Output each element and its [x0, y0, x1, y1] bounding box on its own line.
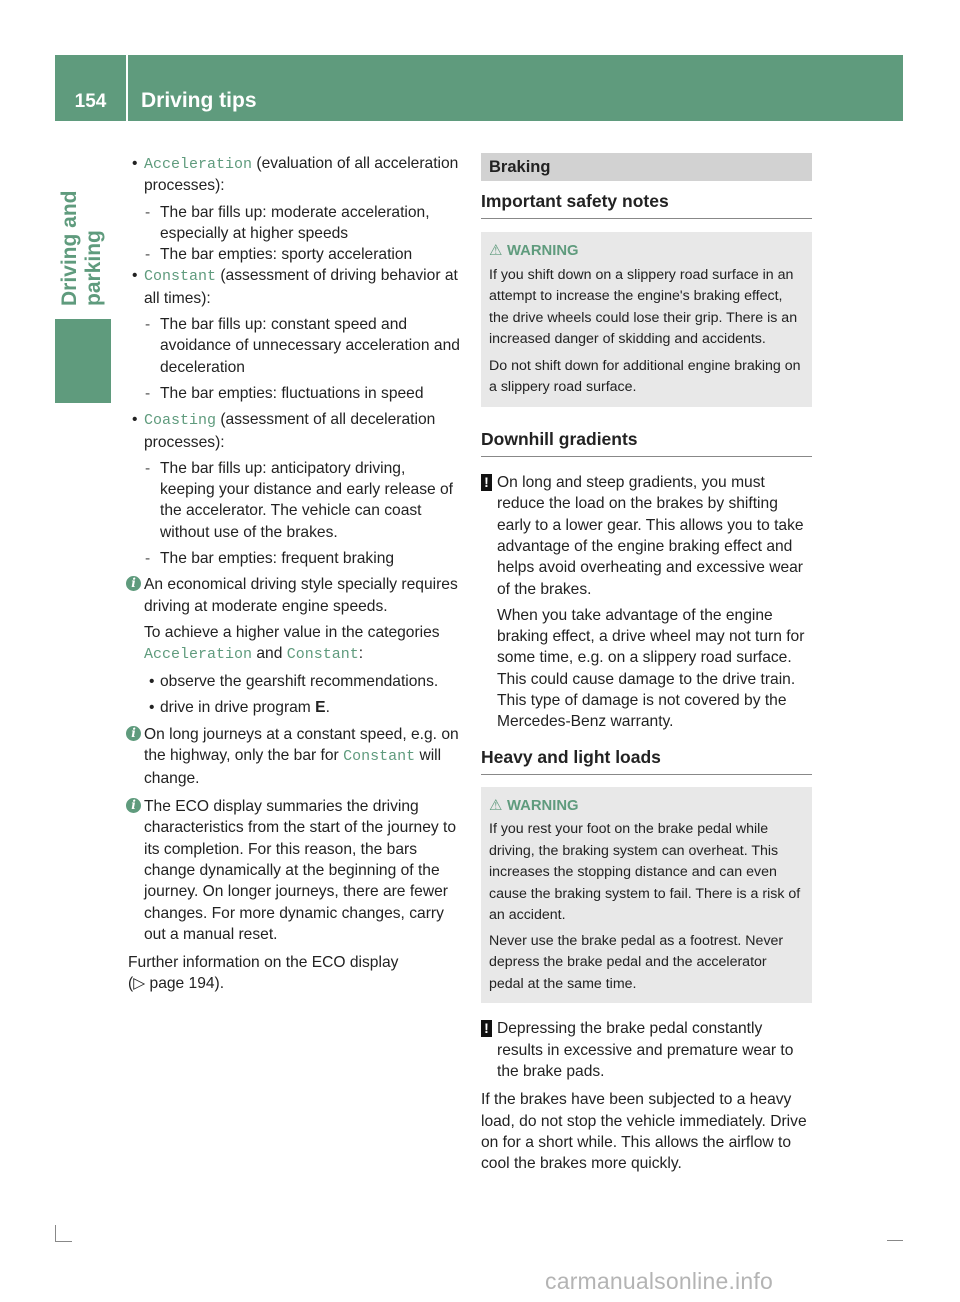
subsection-title: Downhill gradients [481, 429, 812, 457]
display-term-constant: Constant [144, 268, 217, 286]
subsection-title: Important safety notes [481, 191, 812, 219]
caution-text: When you take advantage of the engine braking effect, a drive wheel may not turn for some time, e.g. on a slippery road surface. This could cause damage to the drive train. This type of damage is not covered by the Mercedes-Benz warranty. [497, 606, 805, 731]
right-column [481, 153, 812, 1175]
warning-triangle-icon: ⚠ [489, 243, 503, 260]
subsection-title: Heavy and light loads [481, 747, 812, 775]
info-note [128, 796, 460, 945]
info-text-part: and [256, 645, 283, 663]
warning-text: Do not shift down for additional engine braking on a slippery road surface. [489, 357, 801, 396]
warning-text: If you shift down on a slippery road surface in an attempt to increase the engine's braking effect, the drive wheels could lose their grip. There is an increased danger of skidding and accidents. [489, 266, 798, 348]
display-term-coasting: Coasting [144, 412, 217, 430]
info-text: On long journeys at a constant speed, e.g. on the highway, only the bar for [144, 726, 459, 765]
list-subitem: - The bar fills up: constant speed and avoidance of unnecessary acceleration and deceleration [128, 314, 460, 378]
info-text-part: . [325, 698, 330, 716]
caution-text: On long and steep gradients, you must reduce the load on the brakes by shifting early to a lower gear. This allows you to take advantage of the engine braking effect and helps avoid overheating and excessive wear of the brakes. [497, 474, 804, 598]
warning-label: WARNING [507, 243, 579, 260]
info-note [128, 724, 460, 789]
info-icon: i [126, 798, 141, 813]
info-note [128, 574, 460, 718]
info-text-part: : [358, 645, 364, 663]
page-number: 154 [74, 91, 107, 112]
warning-box [481, 232, 812, 407]
chapter-title: Driving and parking [58, 190, 105, 306]
paragraph: If the brakes have been subjected to a heavy load, do not stop the vehicle immediately. Drive on for a short while. This allows the airflow to cool the brakes more quickly. [481, 1091, 807, 1173]
list-item-constant [128, 265, 460, 309]
caution-note [481, 472, 812, 733]
list-subitem: - The bar fills up: moderate acceleration, especially at higher speeds [128, 202, 460, 245]
info-text: will change. [144, 747, 442, 787]
constant-description: (assessment of driving behavior at all times): [144, 267, 458, 307]
warning-title [489, 796, 804, 818]
watermark: carmanualsonline.info [545, 1268, 773, 1294]
info-text: The ECO display summaries the driving characteristics from the start of the journey to its completion. For this reason, the bars change dynamically at the beginning of the journey. On longer journeys, there are fewer changes. For more dynamic changes, carry out a manual reset. [144, 798, 457, 943]
list-item-coasting [128, 409, 460, 453]
further-info [128, 952, 460, 995]
display-term-constant: Constant [343, 748, 416, 766]
display-term-constant: Constant [286, 646, 359, 664]
warning-triangle-icon: ⚠ [489, 797, 503, 814]
acceleration-description: (evaluation of all acceleration processes): [144, 155, 459, 195]
page-reference-link[interactable]: (▷ page 194). [128, 975, 225, 993]
display-term-acceleration: Acceleration [144, 156, 253, 173]
warning-box [481, 787, 812, 1004]
coasting-description: (assessment of all deceleration processes): [144, 411, 436, 451]
warning-label: WARNING [507, 797, 579, 814]
info-text-part: drive in drive program [160, 698, 311, 716]
chapter-sidebar [55, 121, 111, 1201]
info-icon: i [126, 576, 141, 591]
info-icon: i [126, 726, 141, 741]
display-term-acceleration: Acceleration [144, 646, 253, 664]
caution-text: Depressing the brake pedal constantly results in excessive and premature wear to the brake pads. [497, 1020, 794, 1081]
caution-note [481, 1018, 812, 1082]
exclamation-icon: ! [481, 474, 492, 491]
section-title: Braking [481, 153, 812, 181]
exclamation-icon: ! [481, 1020, 492, 1037]
info-text [144, 622, 460, 666]
page-title: Driving tips [141, 89, 257, 112]
info-text: An economical driving style specially requires driving at moderate engine speeds. [144, 576, 458, 615]
crop-mark [55, 1225, 72, 1242]
header-divider [126, 55, 128, 121]
list-subitem: - The bar empties: sporty acceleration [128, 244, 460, 265]
further-info-line: Further information on the ECO display [128, 954, 399, 972]
page-header [55, 55, 903, 121]
list-subitem: - The bar empties: frequent braking [128, 548, 460, 569]
drive-program-letter: E [315, 698, 326, 716]
info-text-part: To achieve a higher value in the categories [144, 623, 440, 641]
left-column [128, 153, 460, 995]
list-item-acceleration [128, 153, 460, 197]
list-subitem: - The bar fills up: anticipatory driving, keeping your distance and early release of the accelerator. The vehicle can coast without use of the brakes. [128, 458, 460, 543]
info-bullet [128, 697, 460, 718]
crop-mark [887, 1240, 903, 1241]
info-bullet: • observe the gearshift recommendations. [128, 671, 460, 692]
list-subitem: - The bar empties: fluctuations in speed [128, 383, 460, 404]
warning-text: Never use the brake pedal as a footrest. Never depress the brake pedal and the accelerator pedal at the same time. [489, 932, 784, 992]
warning-title [489, 241, 804, 263]
chapter-tab-block [55, 319, 111, 403]
warning-text: If you rest your foot on the brake pedal while driving, the braking system can overheat. This increases the stopping distance and can even cause the braking system to fail. There is a risk of an accident. [489, 821, 801, 924]
